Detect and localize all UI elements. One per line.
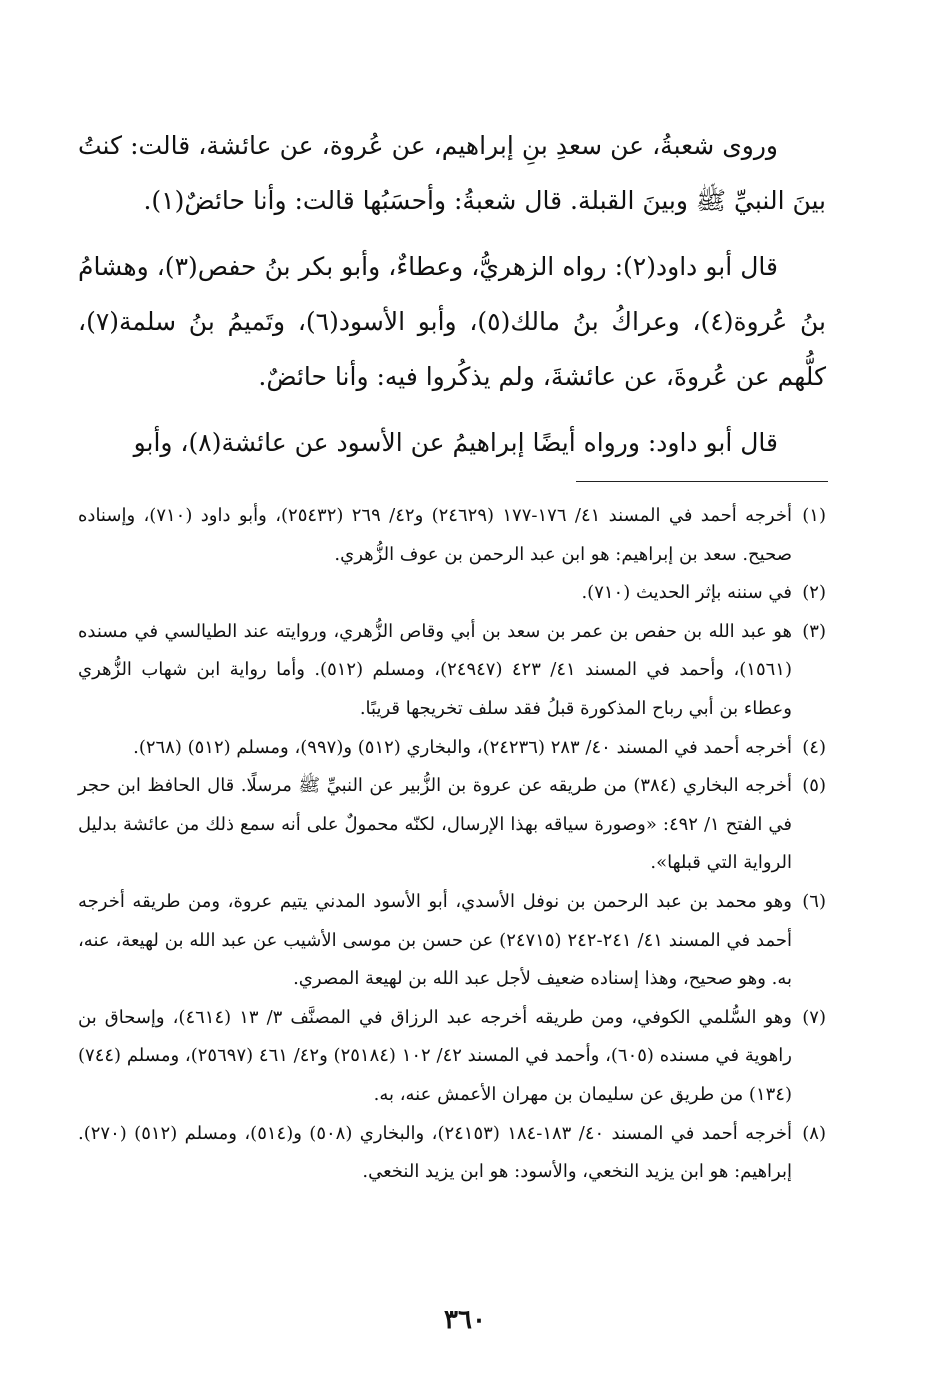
- footnote-number: (٣): [802, 620, 826, 642]
- page-number: ٣٦٠: [444, 1305, 486, 1335]
- footnote-separator: [576, 481, 828, 482]
- footnote-number: (٢): [802, 582, 826, 604]
- footnote-number: (٨): [802, 1122, 826, 1144]
- footnotes: [78, 497, 826, 1192]
- footnote-number: (١): [802, 505, 826, 526]
- footnote-number: (٤): [802, 736, 826, 758]
- footnote-5: [78, 767, 826, 883]
- footnote-1: [78, 497, 826, 574]
- footnote-2: [78, 574, 826, 613]
- footnote-text: أخرجه أحمد في المسند ٤١/ ١٧٦-١٧٧ (٢٤٦٢٩) و٤٢/ ٢٦٩ (٢٥٤٣٢)، وأبو داود (٧١٠)، وإسناده صحيح. سعد بن إبراهيم: هو ابن عبد الرحمن بن عوف الزُّهري.: [78, 505, 792, 565]
- main-paragraph-1: وروى شعبةُ، عن سعدِ بنِ إبراهيم، عن عُروة، عن عائشة، قالت: كنتُ بينَ النبيِّ ﷺ وبينَ القبلة. قال شعبةُ: وأحسَبُها قالت: وأنا حائضٌ(١).: [78, 131, 826, 215]
- main-paragraph-2: قال أبو داود(٢): رواه الزهريُّ، وعطاءٌ، وأبو بكر بنُ حفص(٣)، وهشامُ بنُ عُروة(٤)، وعراكُ بنُ مالك(٥)، وأبو الأسود(٦)، وتَميمُ بنُ سلمة(٧)، كلُّهم عن عُروةَ، عن عائشةَ، ولم يذكُروا فيه: وأنا حائضٌ.: [78, 252, 827, 391]
- footnote-text: وهو محمد بن عبد الرحمن بن نوفل الأسدي، أبو الأسود المدني يتيم عروة، ومن طريقه أخرجه أحمد في المسند ٤١/ ٢٤١-٢٤٢ (٢٤٧١٥) عن حسن بن موسى الأشيب عن عبد الله بن لهيعة، عنه، به. وهو صحيح، وهذا إسناده ضعيف لأجل عبد الله بن لهيعة المصري.: [78, 890, 792, 990]
- footnote-4: [78, 729, 826, 768]
- footnote-text: أخرجه البخاري (٣٨٤) من طريقه عن عروة بن الزُّبير عن النبيِّ ﷺ مرسلًا. قال الحافظ ابن حجر في الفتح ١/ ٤٩٢: «وصورة سياقه بهذا الإرسال، لكنّه محمولٌ على أنه سمع ذلك من عائشة بدليل الرواية التي قبلها».: [78, 775, 792, 874]
- footnote-text: هو عبد الله بن حفص بن عمر بن سعد بن أبي وقاص الزُّهري، وروايته عند الطيالسي في مسنده (١٥٦١)، وأحمد في المسند ٤١/ ٤٢٣ (٢٤٩٤٧)، ومسلم (٥١٢). وأما رواية ابن شهاب الزُّهري وعطاء بن أبي رباح المذكورة قبلُ فقد سلف تخريجها قريبًا.: [78, 620, 792, 719]
- main-paragraph-3: قال أبو داود: ورواه أيضًا إبراهيمُ عن الأسود عن عائشة(٨)، وأبو: [133, 428, 778, 457]
- footnote-number: (٧): [802, 1006, 826, 1028]
- footnote-text: أخرجه أحمد في المسند ٤٠/ ٢٨٣ (٢٤٢٣٦)، والبخاري (٥١٢) و(٩٩٧)، ومسلم (٥١٢) (٢٦٨).: [133, 736, 792, 758]
- footnote-number: (٥): [802, 775, 826, 797]
- footnote-text: وهو السُّلمي الكوفي، ومن طريقه أخرجه عبد الرزاق في المصنَّف ٣/ ١٣ (٤٦١٤)، وإسحاق بن راهوية في مسنده (٦٠٥)، وأحمد في المسند ٤٢/ ١٠٢ (٢٥١٨٤) و٤٢/ ٤٦١ (٢٥٦٩٧)، ومسلم (٧٤٤) (١٣٤) من طريق عن سليمان بن مهران الأعمش عنه، به.: [78, 1006, 792, 1105]
- footnote-3: [78, 613, 826, 729]
- main-text: [78, 118, 826, 481]
- footnote-8: [78, 1115, 826, 1192]
- footnote-number: (٦): [802, 890, 826, 912]
- footnote-text: في سننه بإثر الحديث (٧١٠).: [581, 582, 792, 604]
- footnote-7: [78, 999, 826, 1115]
- footnote-6: [78, 883, 826, 999]
- footnote-text: أخرجه أحمد في المسند ٤٠/ ١٨٣-١٨٤ (٢٤١٥٣)، والبخاري (٥٠٨) و(٥١٤)، ومسلم (٥١٢) (٢٧٠). إبراهيم: هو ابن يزيد النخعي، والأسود: هو ابن يزيد النخعي.: [78, 1122, 792, 1183]
